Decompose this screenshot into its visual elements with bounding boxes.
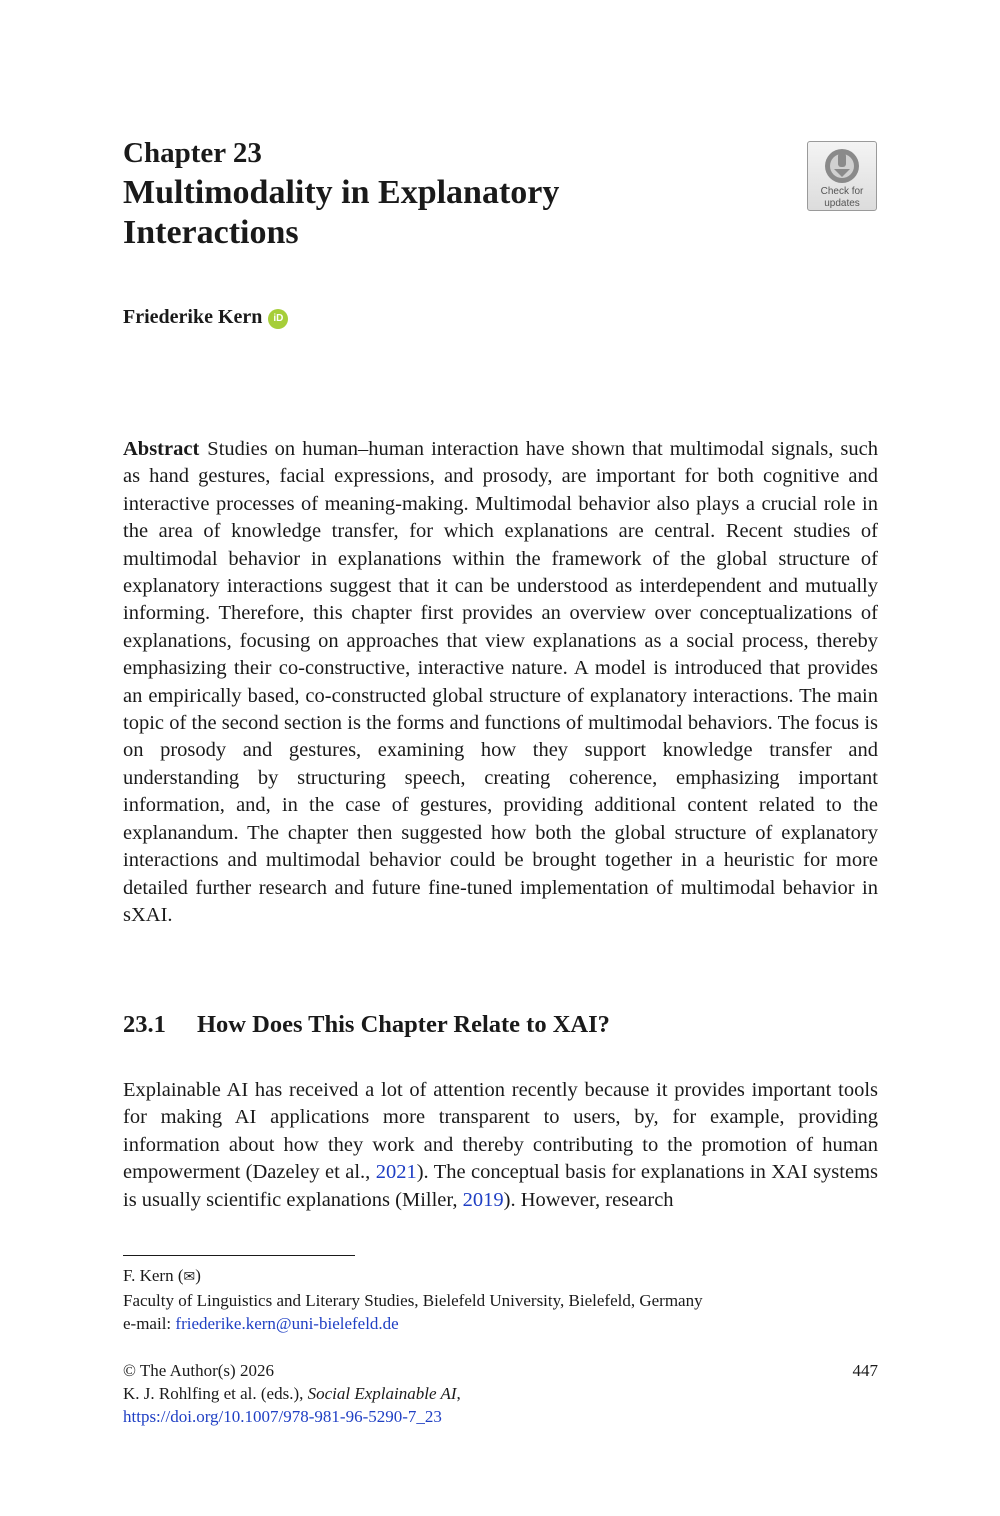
body-text-part2: ). The conceptual basis for explanations in XAI systems is usually scientific explanations (Miller, — [123, 1161, 879, 1211]
page-number: 447 — [852, 1361, 878, 1380]
footnote-author-line — [123, 1264, 878, 1289]
footnote-email-line — [123, 1312, 878, 1335]
citation-link-2021[interactable]: 2021 — [375, 1161, 417, 1184]
body-text-part1: Explainable AI has received a lot of attention recently because it provides important tools for making AI applications more transparent to users, by, for example, providing information about how they work and thereby contributing to the promotion of human empowerment (Dazeley et al., — [123, 1079, 878, 1184]
chapter-title: Multimodality in Explanatory Interactions — [123, 174, 560, 251]
footnote — [123, 1264, 878, 1335]
footnote-author-close: ) — [195, 1266, 201, 1285]
abstract — [123, 436, 878, 929]
citation-link-2019[interactable]: 2019 — [462, 1188, 504, 1211]
editors: K. J. Rohlfing et al. (eds.), — [123, 1384, 308, 1403]
check-for-updates-icon — [823, 147, 861, 185]
badge-text-line1: Check for — [820, 186, 864, 197]
author-line — [123, 305, 288, 329]
body-paragraph — [123, 1077, 878, 1214]
copyright-block — [123, 1359, 878, 1428]
check-for-updates-badge[interactable] — [807, 141, 877, 211]
section-title: How Does This Chapter Relate to XAI? — [197, 1011, 610, 1038]
book-title: Social Explainable AI — [307, 1384, 457, 1403]
after-title: , — [456, 1384, 461, 1403]
doi-line — [123, 1405, 878, 1428]
abstract-label: Abstract — [123, 438, 200, 460]
footnote-affiliation: Faculty of Linguistics and Literary Studies, Bielefeld University, Bielefeld, Germany — [123, 1291, 703, 1310]
body-text-part3: ). However, research — [503, 1188, 674, 1211]
orcid-icon[interactable]: iD — [268, 309, 288, 329]
section-number: 23.1 — [123, 1011, 166, 1038]
abstract-text: Studies on human–human interaction have shown that multimodal signals, such as hand gestures, facial expressions, and prosody, are important for both cognitive and interactive processes of meaning-making. Multimodal behavior also plays a crucial role in the area of knowledge transfer, for which explanations are central. Recent studies of multimodal behavior in explanations within the framework of the global structure of explanatory interactions suggest that it can be understood as interdependent and mutually informing. Therefore, this chapter first provides an overview over conceptualizations of explanations, focusing on approaches that view explanations as a social process, thereby emphasizing their co-constructive, interactive nature. A model is introduced that provides an empirically based, co-constructed global structure of explanatory interactions. The main topic of the second section is the forms and functions of multimodal behaviors. The focus is on prosody and gestures, examining how they support knowledge transfer and understanding by structuring speech, creating coherence, emphasizing important information, and, in the case of gestures, providing additional content related to the explanandum. The chapter then suggested how both the global structure of explanatory interactions and multimodal behavior could be brought together in a heuristic for more detailed further research and future fine-tuned implementation of multimodal behavior in sXAI. — [123, 438, 878, 926]
chapter-heading — [123, 137, 723, 253]
footnote-author: F. Kern ( — [123, 1266, 184, 1285]
doi-link[interactable]: https://doi.org/10.1007/978-981-96-5290-7_23 — [123, 1407, 442, 1426]
copyright-line: © The Author(s) 2026 — [123, 1361, 274, 1380]
section-heading — [123, 1011, 610, 1039]
author-name: Friederike Kern — [123, 305, 263, 328]
email-label: e-mail: — [123, 1314, 176, 1333]
envelope-icon: ✉ — [183, 1269, 196, 1285]
email-link[interactable]: friederike.kern@uni-bielefeld.de — [175, 1314, 399, 1333]
page — [123, 0, 878, 1516]
footnote-divider — [123, 1255, 355, 1256]
chapter-label: Chapter 23 — [123, 137, 262, 169]
badge-text-line2: updates — [824, 198, 860, 209]
editors-line — [123, 1382, 878, 1405]
